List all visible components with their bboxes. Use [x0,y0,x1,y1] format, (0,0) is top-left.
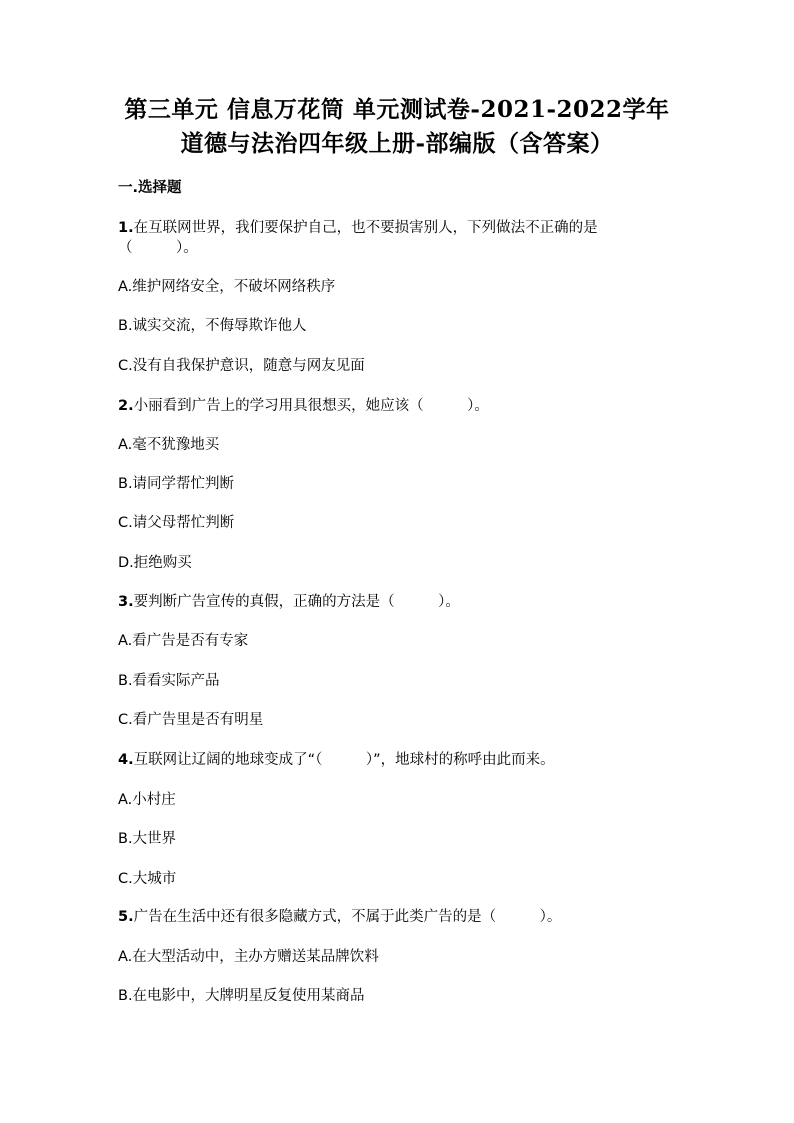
question-number: 4. [118,752,134,768]
question-2-option-d: D.拒绝购买 [118,555,192,571]
question-text: 广告在生活中还有很多隐藏方式，不属于此类广告的是（ ）。 [133,909,562,925]
question-3-option-c: C.看广告里是否有明星 [118,712,264,728]
question-4-option-c: C.大城市 [118,871,177,887]
question-2-option-b: B.请同学帮忙判断 [118,476,235,492]
question-number: 3. [118,594,134,610]
question-3-stem [118,592,460,612]
question-2-stem [118,396,489,416]
question-4-option-a: A.小村庄 [118,792,176,808]
section-heading: 一.选择题 [118,180,182,196]
question-3-option-a: A.看广告是否有专家 [118,633,249,649]
question-2-option-c: C.请父母帮忙判断 [118,515,235,531]
question-1-stem [118,218,598,238]
question-text: 互联网让辽阔的地球变成了“（ ）”，地球村的称呼由此而来。 [133,752,555,768]
question-1-option-c: C.没有自我保护意识，随意与网友见面 [118,358,365,374]
question-1-option-b: B.诚实交流，不侮辱欺诈他人 [118,318,307,334]
question-2-option-a: A.毫不犹豫地买 [118,437,220,453]
question-number: 5. [118,909,134,925]
question-5-option-b: B.在电影中，大牌明星反复使用某商品 [118,988,365,1004]
question-1-stem-continued: （ ）。 [118,240,198,256]
question-number: 1. [118,220,134,236]
question-text: 小丽看到广告上的学习用具很想买，她应该（ ）。 [133,398,489,414]
question-5-option-a: A.在大型活动中，主办方赠送某品牌饮料 [118,949,379,965]
question-number: 2. [118,398,134,414]
question-5-stem [118,907,561,927]
question-4-option-b: B.大世界 [118,831,177,847]
question-4-stem [118,750,555,770]
document-title-line-1: 第三单元 信息万花筒 单元测试卷-2021-2022学年 [124,96,670,123]
document-title-line-2: 道德与法治四年级上册-部编版（含答案） [180,130,614,157]
question-3-option-b: B.看看实际产品 [118,673,220,689]
question-text: 要判断广告宣传的真假，正确的方法是（ ）。 [133,594,460,610]
question-text: 在互联网世界，我们要保护自己，也不要损害别人，下列做法不正确的是 [133,220,598,236]
question-1-option-a: A.维护网络安全，不破坏网络秩序 [118,279,336,295]
